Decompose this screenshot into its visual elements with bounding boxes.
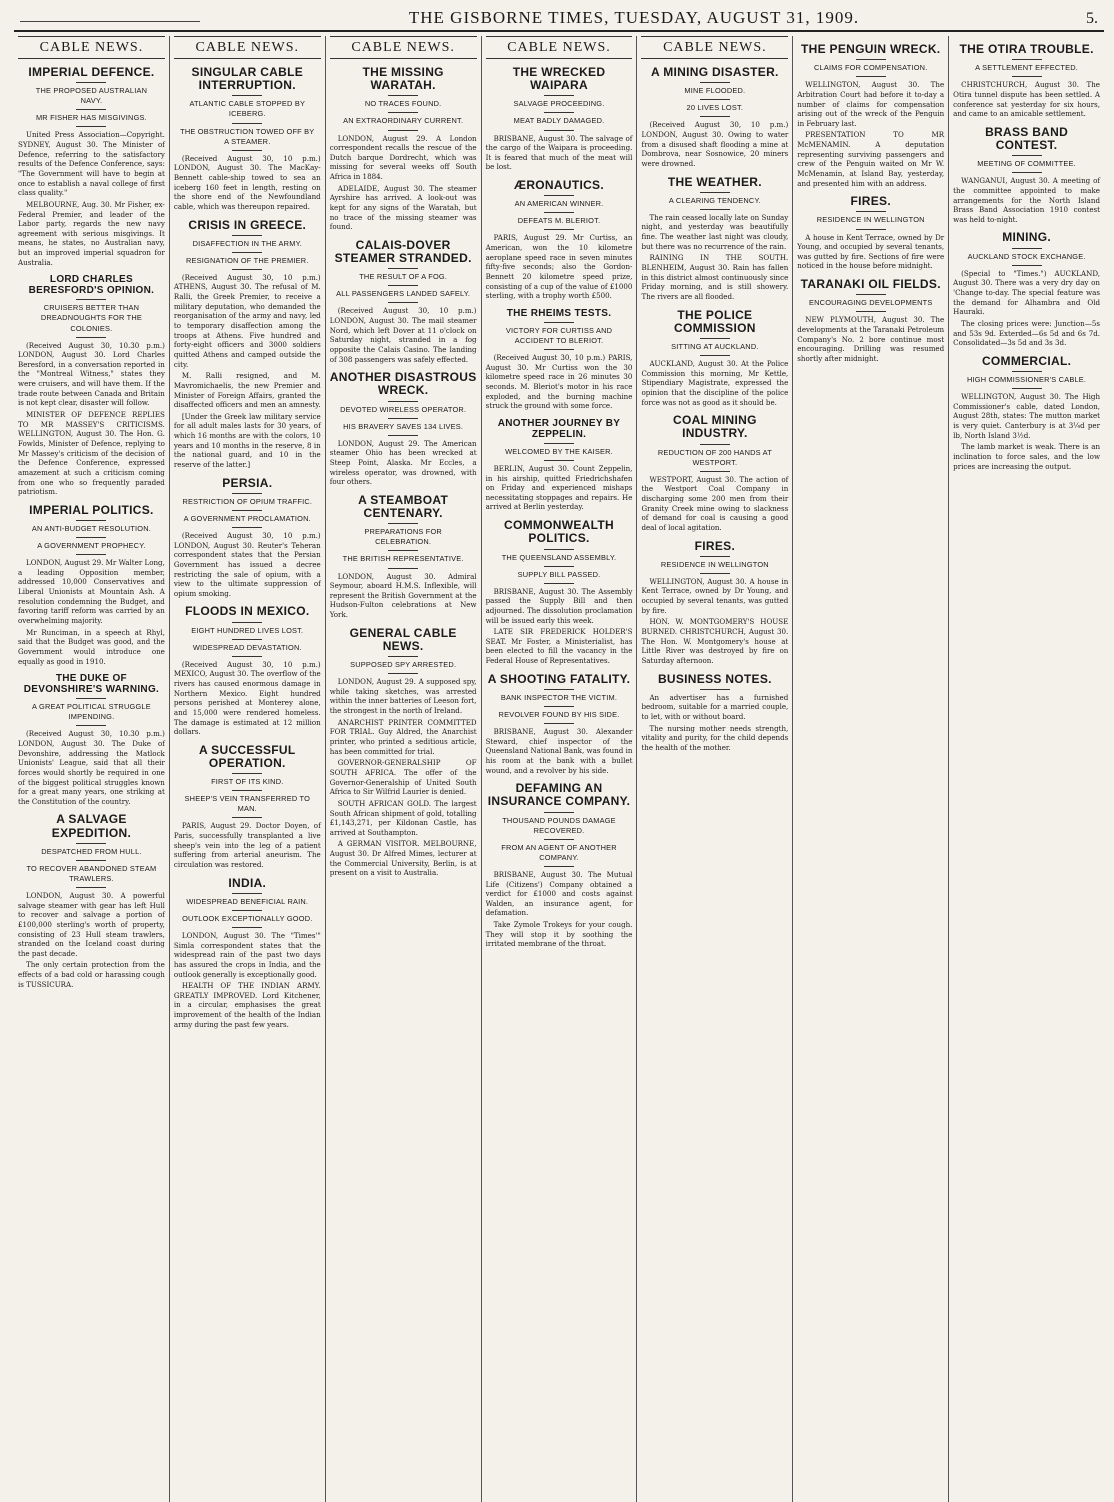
divider: [544, 112, 574, 113]
divider: [232, 927, 262, 928]
divider: [1012, 388, 1042, 389]
divider: [76, 126, 106, 127]
divider: [700, 82, 730, 83]
divider: [544, 195, 574, 196]
divider: [232, 252, 262, 253]
article: [18, 274, 165, 496]
divider: [856, 229, 886, 230]
divider: [1012, 76, 1042, 77]
article-subheading: WIDESPREAD DEVASTATION.: [192, 642, 302, 652]
divider: [544, 229, 574, 230]
column-5: [637, 36, 793, 1502]
divider: [544, 95, 574, 96]
divider: [76, 299, 106, 300]
article-paragraph: RAINING IN THE SOUTH. BLENHEIM, August 30. Rain has fallen in this district almost continuously since Friday morning, and is still showery. The rivers are all flooded.: [641, 253, 789, 301]
divider: [544, 349, 574, 350]
article-subheading: DEVOTED WIRELESS OPERATOR.: [340, 404, 467, 414]
divider: [544, 723, 574, 724]
article-headline: FLOODS IN MEXICO.: [185, 604, 310, 619]
article-subheading: MEETING OF COMMITTEE.: [977, 159, 1076, 169]
article-headline: THE OTIRA TROUBLE.: [959, 42, 1094, 56]
article-headline: IMPERIAL POLITICS.: [29, 502, 154, 517]
divider: [700, 192, 730, 193]
article-paragraph: BRISBANE, August 30. The Assembly passed the Supply Bill and then adjourned. The dissolution proclamation will be issued early this week.: [485, 586, 633, 625]
article-subheading: MINE FLOODED.: [684, 86, 746, 96]
divider: [700, 573, 730, 574]
divider: [388, 418, 418, 419]
divider: [232, 910, 262, 911]
article-headline: THE WRECKED WAIPARA: [512, 65, 606, 93]
divider: [232, 527, 262, 528]
divider: [232, 893, 262, 894]
article-paragraph: (Received August 30, 10 p.m.) PARIS, August 30. Mr Curtiss won the 30 kilometre speed race in 26 minutes 30 seconds. M. Bleriot's motor in his race exploded, and the burning machine struck the ground with some force.: [485, 353, 633, 411]
article-subheading: THE BRITISH REPRESENTATIVE.: [342, 554, 464, 564]
column-4: [482, 36, 638, 1502]
article-paragraph: LONDON, August 29. The American steamer Ohio has been wrecked at Steep Point, Alaska. Mr Eccles, a wireless operator, was drowned, with four others.: [329, 438, 477, 487]
article-subheading: NO TRACES FOUND.: [364, 99, 442, 109]
article-paragraph: AUCKLAND, August 30. At the Police Commission this morning, Mr Kettle, Stipendiary Magistrate, expressed the opinion that the discipline of the police force was not as good as it should be.: [641, 359, 789, 407]
divider: [76, 520, 106, 521]
column-7: [949, 36, 1104, 1502]
divider: [388, 401, 418, 402]
divider: [232, 235, 262, 236]
article-headline: A MINING DISASTER.: [651, 65, 779, 80]
article-headline: A SHOOTING FATALITY.: [487, 671, 631, 686]
article: [330, 494, 477, 620]
divider: [700, 444, 730, 445]
article-paragraph: Take Zymole Trokeys for your cough. They will stop it by soothing the irritated membrane of the throat.: [485, 920, 633, 949]
article-paragraph: (Received August 30, 10.30 p.m.) LONDON, August 30. The Duke of Devonshire, addressing the Matlock Unionists' League, said that all their forces would shortly be required in one of the biggest political struggles known for a great many years, one striking at the Constitution of the country.: [18, 729, 165, 806]
article-paragraph: NEW PLYMOUTH, August 30. The developments at the Taranaki Petroleum Company's No. 2 bore continue most encouraging. Drilling was resumed shortly after midnight.: [797, 315, 945, 363]
article: [953, 43, 1100, 119]
divider: [388, 112, 418, 113]
article-paragraph: LONDON, August 30. The "Times'" Simla correspondent states that the widespread rain of the past two days has assured the crops in India, and the outlook generally is exceptionally good.: [173, 930, 321, 979]
article-paragraph: HON. W. MONTGOMERY'S HOUSE BURNED. CHRISTCHURCH, August 30. The Hon. W. Montgomery's house at Little River was destroyed by fire on Saturday afternoon.: [641, 617, 789, 665]
divider: [232, 790, 262, 791]
divider: [544, 322, 574, 323]
article-paragraph: (Received August 30, 10 p.m.) LONDON, August 30. Owing to water from a disused shaft flooding a mine at Dombrova, near Sosnowice, 20 miners were drowned.: [641, 120, 789, 168]
article-subheading: PREPARATIONS FOR CELEBRATION.: [364, 527, 442, 547]
article-subheading: SITTING AT AUCKLAND.: [671, 341, 759, 351]
article-subheading: RESIGNATION OF THE PREMIER.: [186, 255, 309, 265]
article: [953, 355, 1100, 471]
column-header: CABLE NEWS.: [330, 36, 477, 59]
article-paragraph: SOUTH AFRICAN GOLD. The largest South African shipment of gold, totalling £1,143,271, per Kildonan Castle, has arrived at Southampton.: [329, 798, 477, 837]
article-subheading: A GOVERNMENT PROPHECY.: [37, 541, 146, 551]
divider: [232, 493, 262, 494]
article-paragraph: [Under the Greek law military service for all adult males lasts for 30 years, of which 16 months are with the colors, 10 years and 10 months in the reserve, 8 in the national guard, and 10 in the reserve of the latter.]: [173, 411, 321, 469]
column-header: CABLE NEWS.: [486, 36, 633, 59]
divider: [700, 338, 730, 339]
article-subheading: 20 LIVES LOST.: [686, 103, 744, 113]
divider: [544, 583, 574, 584]
article-subheading: THE OBSTRUCTION TOWED OFF BY A STEAMER.: [180, 126, 315, 146]
article: [797, 43, 944, 188]
article: [953, 231, 1100, 347]
article-headline: SINGULAR CABLE INTERRUPTION.: [191, 65, 304, 93]
columns: [14, 36, 1104, 1502]
article-paragraph: ADELAIDE, August 30. The steamer Ayrshire has arrived. A look-out was kept for any signs of the Waratah, but no trace of the missing steamer was found.: [329, 183, 477, 232]
article-subheading: SHEEP'S VEIN TRANSFERRED TO MAN.: [184, 794, 311, 814]
article-headline: BUSINESS NOTES.: [657, 671, 772, 686]
article: [641, 66, 788, 169]
article: [174, 219, 321, 470]
article-headline: ÆRONAUTICS.: [514, 178, 604, 193]
article-headline: PERSIA.: [222, 475, 273, 490]
column-header: CABLE NEWS.: [18, 36, 165, 59]
article-subheading: RESTRICTION OF OPIUM TRAFFIC.: [182, 496, 313, 506]
article: [330, 66, 477, 232]
article-subheading: FIRST OF ITS KIND.: [211, 777, 284, 787]
article-paragraph: LONDON, August 30. Admiral Seymour, aboard H.M.S. Inflexible, will represent the British Government at the Hudson-Fulton celebrations at New York.: [329, 571, 477, 620]
divider: [232, 817, 262, 818]
masthead-title: THE GISBORNE TIMES, TUESDAY, AUGUST 31, 1909.: [408, 8, 860, 27]
divider: [856, 211, 886, 212]
divider: [700, 209, 730, 210]
article-paragraph: LONDON, August 29. A London correspondent recalls the rescue of the Dutch barque Dordrecht, which was missing for several weeks off South Africa in 1884.: [329, 133, 477, 182]
divider: [856, 59, 886, 60]
divider: [388, 285, 418, 286]
article-subheading: THOUSAND POUNDS DAMAGE RECOVERED.: [502, 815, 616, 835]
divider: [76, 887, 106, 888]
divider: [388, 656, 418, 657]
article-paragraph: The only certain protection from the effects of a bad cold or harassing cough is TUSSICURA.: [18, 960, 165, 989]
article: [486, 308, 633, 411]
divider: [232, 622, 262, 623]
divider: [856, 76, 886, 77]
article-subheading: RESIDENCE IN WELLINGTON: [660, 559, 769, 569]
article-headline: COAL MINING INDUSTRY.: [672, 413, 757, 441]
divider: [76, 82, 106, 83]
article-headline: INDIA.: [228, 875, 267, 890]
divider: [544, 212, 574, 213]
article: [18, 673, 165, 806]
article: [641, 414, 788, 532]
article-subheading: ENCOURAGING DEVELOPMENTS: [808, 298, 933, 308]
article-paragraph: LATE SIR FREDERICK HOLDER'S SEAT. Mr Foster, a Ministerialist, has been elected to fill the vacancy in the Federal House of Representatives.: [485, 627, 633, 666]
article-paragraph: Mr Runciman, in a speech at Rhyl, said that the Budget was good, and the Government would introduce one equally as good in 1910.: [18, 627, 165, 666]
divider: [76, 337, 106, 338]
article-headline: THE POLICE COMMISSION: [674, 307, 756, 335]
article-paragraph: MELBOURNE, Aug. 30. Mr Fisher, ex-Federal Premier, and leader of the Labor party, regards the new navy agreement with serious misgivings. It means, he states, no Australian navy, but an improved imperial squadron for Australia.: [18, 199, 165, 267]
divider: [1012, 371, 1042, 372]
article-headline: BRASS BAND CONTEST.: [985, 124, 1069, 152]
divider: [544, 866, 574, 867]
article-headline: THE MISSING WARATAH.: [362, 65, 444, 93]
article-paragraph: LONDON, August 30. A powerful salvage steamer with gear has left Hull to recover and salvage a portion of £100,000 sterling's worth of property, consisting of 23 Hull steam trawlers, stranded on the Iceland coast during the past decade.: [18, 890, 165, 958]
divider: [232, 773, 262, 774]
article-subheading: SUPPLY BILL PASSED.: [517, 569, 601, 579]
divider: [388, 550, 418, 551]
divider: [700, 471, 730, 472]
article-subheading: DISAFFECTION IN THE ARMY.: [192, 238, 303, 248]
divider: [76, 698, 106, 699]
divider: [76, 860, 106, 861]
article-subheading: CRUISERS BETTER THAN DREADNOUGHTS FOR THE COLONIES.: [40, 303, 143, 333]
article-subheading: AN EXTRAORDINARY CURRENT.: [343, 116, 464, 126]
column-3: [326, 36, 482, 1502]
article-subheading: HIS BRAVERY SAVES 134 LIVES.: [343, 421, 464, 431]
divider: [388, 268, 418, 269]
divider: [544, 549, 574, 550]
divider: [700, 355, 730, 356]
divider: [232, 639, 262, 640]
divider: [1012, 265, 1042, 266]
article: [797, 278, 944, 363]
article-subheading: WIDESPREAD BENEFICIAL RAIN.: [186, 896, 309, 906]
article: [486, 66, 633, 172]
article-subheading: THE PROPOSED AUSTRALIAN NAVY.: [35, 86, 148, 106]
article-paragraph: (Received August 30, 10 p.m.) LONDON, August 30. The mail steamer Nord, which left Dover at 11 o'clock on Saturday night, stranded in a fog opposite the Calais Casino. The landing of 308 passengers was safely effected.: [329, 306, 477, 364]
article-headline: DEFAMING AN INSURANCE COMPANY.: [487, 781, 631, 809]
column-header: CABLE NEWS.: [641, 36, 788, 59]
article: [486, 519, 633, 666]
article-paragraph: GOVERNOR-GENERALSHIP OF SOUTH AFRICA. The offer of the Governor-Generalship of United South Africa to Sir Wilfrid Laurier is denied.: [329, 758, 477, 797]
article-paragraph: MINISTER OF DEFENCE REPLIES TO MR MASSEY'S CRITICISMS. WELLINGTON, August 30. The Hon. G. Fowlds, Minister of Defence, replying to Mr Massey's criticism of the decision of the Defence Conference, expressed amazement at such a criticism coming from one who so frequently paraded patriotism.: [18, 410, 165, 497]
article: [174, 605, 321, 736]
article-paragraph: United Press Association—Copyright. SYDNEY, August 30. The Minister of Defence, referring to the satisfactory results of the Defence Conference, says: "The Government will have to begin at once to establish a naval college of first class quality.": [18, 130, 165, 198]
article: [486, 418, 633, 512]
article-headline: THE PENGUIN WRECK.: [801, 42, 941, 56]
article-subheading: ALL PASSENGERS LANDED SAFELY.: [336, 289, 471, 299]
article-paragraph: WESTPORT, August 30. The action of the Westport Coal Company in discharging some 200 men from their Granity Creek mine owing to slackness of demand for coal is causing a good deal of local agitation.: [641, 474, 789, 532]
article-headline: ANOTHER DISASTROUS WRECK.: [329, 370, 477, 398]
column-1: [14, 36, 170, 1502]
article-subheading: FROM AN AGENT OF ANOTHER COMPANY.: [501, 842, 617, 862]
article-headline: MINING.: [1002, 230, 1051, 245]
divider: [232, 510, 262, 511]
article-headline: A SUCCESSFUL OPERATION.: [199, 742, 296, 771]
divider: [76, 109, 106, 110]
article-subheading: REDUCTION OF 200 HANDS AT WESTPORT.: [657, 447, 772, 467]
article-subheading: DESPATCHED FROM HULL.: [41, 846, 142, 856]
article-subheading: BANK INSPECTOR THE VICTIM.: [500, 692, 618, 702]
divider: [388, 673, 418, 674]
article-paragraph: M. Ralli resigned, and M. Mavromichaelis, the new Premier and Minister of Foreign Affairs, granted the disaffected officers and men an amnesty.: [173, 371, 321, 410]
divider: [232, 95, 262, 96]
divider: [1012, 155, 1042, 156]
article-paragraph: HEALTH OF THE INDIAN ARMY. GREATLY IMPROVED. Lord Kitchener, in a circular, emphasises the great improvement of the health of the Indian army during the past few years.: [173, 981, 321, 1029]
article: [174, 744, 321, 870]
article-paragraph: WELLINGTON, August 30. The High Commissioner's cable, dated London, August 28th, states: The mutton market is very quiet. Canterbury is at 3¼d per lb, North Island 3½d.: [953, 392, 1101, 440]
article-subheading: CLAIMS FOR COMPENSATION.: [813, 63, 928, 73]
divider: [388, 95, 418, 96]
divider: [700, 116, 730, 117]
article-headline: THE WEATHER.: [667, 174, 762, 189]
divider: [700, 99, 730, 100]
divider: [388, 523, 418, 524]
divider: [700, 689, 730, 690]
article-paragraph: CHRISTCHURCH, August 30. The Otira tunnel dispute has been settled. A conference sat yesterday for six hours, and came to an amicable settlement.: [953, 80, 1101, 119]
article-paragraph: An advertiser has a furnished bedroom, suitable for a married couple, to let, with or without board.: [641, 692, 789, 722]
divider: [232, 150, 262, 151]
article-subheading: A SETTLEMENT EFFECTED.: [975, 63, 1078, 73]
article-subheading: ATLANTIC CABLE STOPPED BY ICEBERG.: [189, 99, 306, 119]
article: [486, 782, 633, 949]
article-paragraph: The nursing mother needs strength, vitality and purity, for the child depends the health of the mother.: [641, 723, 789, 752]
divider: [544, 706, 574, 707]
divider: [232, 123, 262, 124]
column-6: [793, 36, 949, 1502]
article-paragraph: (Received August 30, 10 p.m.) LONDON, August 30. Reuter's Teheran correspondent states that the Persian Government has issued a decree restricting the sale of opium, with a view to the ultimate suppression of opium smoking.: [173, 530, 321, 598]
article-paragraph: (Special to "Times.") AUCKLAND, August 30. There was a very dry day on 'Change to-day. The special feature was the demand for Alhambra and Old Hauraki.: [953, 268, 1101, 317]
article-paragraph: WELLINGTON, August 30. The Arbitration Court had before it to-day a number of claims for compensation arising out of the wreck of the Penguin in February last.: [797, 80, 945, 128]
article-subheading: OUTLOOK EXCEPTIONALLY GOOD.: [182, 913, 313, 923]
article-paragraph: (Received August 30, 10 p.m.) ATHENS, August 30. The refusal of M. Ralli, the Greek Premier, to receive a military deputation, who demanded the reorganisation of the army and navy, led to temporary disaffection among the troops at Athens. Five hundred and forty-eight officers and 3000 soldiers quitted Athens and camped outside the city.: [173, 272, 321, 369]
article-subheading: THE RESULT OF A FOG.: [359, 272, 448, 282]
article-subheading: SALVAGE PROCEEDING.: [513, 99, 605, 109]
divider: [544, 689, 574, 690]
article: [641, 540, 788, 666]
divider: [232, 269, 262, 270]
divider: [544, 460, 574, 461]
article-subheading: DEFEATS M. BLERIOT.: [517, 216, 601, 226]
divider: [544, 566, 574, 567]
article: [486, 673, 633, 776]
article-headline: THE RHEIMS TESTS.: [506, 307, 612, 319]
article-headline: LORD CHARLES BERESFORD'S OPINION.: [28, 274, 155, 297]
article-subheading: AN ANTI-BUDGET RESOLUTION.: [31, 524, 152, 533]
article: [953, 126, 1100, 225]
divider: [232, 656, 262, 657]
column-2: [170, 36, 326, 1502]
article-paragraph: A house in Kent Terrace, owned by Dr Young, and occupied by several tenants, was gutted by fire. Sections of fire were noticed in the house before midnight.: [797, 232, 945, 271]
divider: [856, 294, 886, 295]
article-subheading: HIGH COMMISSIONER'S CABLE.: [967, 375, 1087, 385]
article-paragraph: (Received August 30, 10.30 p.m.) LONDON, August 30. Lord Charles Beresford, in a conversation reported in the "Montreal Witness," states they were cruisers, and will have them. If the trade route between Canada and Britain is not kept clear, disaster will follow.: [18, 340, 165, 408]
article-paragraph: (Received August 30, 10 p.m.) MEXICO, August 30. The overflow of the rivers has caused enormous damage in Northern Mexico. Eight hundred persons perished at Monterey alone, and 15,000 were rendered homeless. The damage is estimated at 12 million dollars.: [173, 659, 321, 737]
article-headline: GENERAL CABLE NEWS.: [349, 625, 457, 653]
article-subheading: SUPPOSED SPY ARRESTED.: [350, 660, 457, 670]
article-paragraph: ANARCHIST PRINTER COMMITTED FOR TRIAL. Guy Aldred, the Anarchist printer, who printed a seditious article, has been committed for trial.: [329, 717, 477, 756]
article-paragraph: BRISBANE, August 30. The Mutual Life (Citizens') Company obtained a verdict for £1000 and costs against Walden, an insurance agent, for defamation.: [485, 869, 633, 918]
article-paragraph: BERLIN, August 30. Count Zeppelin, in his airship, quitted Friedrichshafen on Friday and experienced mishaps necessitating stoppages and repairs. He arrived at Berlin yesterday.: [485, 463, 633, 512]
article: [174, 66, 321, 211]
article: [486, 179, 633, 301]
masthead: [14, 6, 1104, 32]
divider: [1012, 172, 1042, 173]
article: [330, 371, 477, 487]
article: [174, 877, 321, 1030]
article-subheading: A GREAT POLITICAL STRUGGLE IMPENDING.: [32, 702, 151, 722]
article-subheading: MR FISHER HAS MISGIVINGS.: [35, 113, 147, 123]
article: [18, 813, 165, 989]
divider: [544, 443, 574, 444]
article-paragraph: PARIS, August 29. Doctor Doyen, of Paris, successfully transplanted a live sheep's vein into the leg of a patient suffering from arterial aneurism. The circulation was restored.: [173, 821, 321, 869]
article-subheading: EIGHT HUNDRED LIVES LOST.: [191, 625, 304, 635]
article-paragraph: BRISBANE, August 30. Alexander Steward, chief inspector of the Queensland National Bank, was found in his room at the bank with a bullet wound, and a revolver by his side.: [485, 727, 633, 775]
divider: [76, 537, 106, 538]
article: [18, 504, 165, 666]
divider: [76, 843, 106, 844]
article: [641, 673, 788, 753]
divider: [76, 554, 106, 555]
divider: [388, 568, 418, 569]
article-headline: IMPERIAL DEFENCE.: [28, 65, 155, 80]
article-subheading: WELCOMED BY THE KAISER.: [505, 446, 613, 456]
article-headline: COMMONWEALTH POLITICS.: [503, 518, 615, 546]
divider: [1012, 248, 1042, 249]
divider: [1012, 59, 1042, 60]
article-headline: ANOTHER JOURNEY BY ZEPPELIN.: [497, 417, 621, 440]
article-paragraph: PRESENTATION TO MR McMENAMIN. A deputation representing surviving passengers and crew of the Penguin waited on Mr W. McMenamin, at Island Bay, yesterday, and presented him with an address.: [797, 130, 945, 188]
article-subheading: MEAT BADLY DAMAGED.: [513, 116, 605, 126]
article: [18, 66, 165, 267]
article-headline: A SALVAGE EXPEDITION.: [51, 812, 132, 840]
page-number: 5.: [1086, 10, 1098, 27]
divider: [76, 725, 106, 726]
article-headline: THE DUKE OF DEVONSHIRE'S WARNING.: [23, 673, 160, 696]
article-headline: A STEAMBOAT CENTENARY.: [358, 492, 449, 521]
article-paragraph: The closing prices were: Junction—5s and 53s 9d. Exterded—6s 5d and 6s 7d. Consolidated—3s 5d and 3s 3d.: [953, 318, 1101, 348]
article-subheading: TO RECOVER ABANDONED STEAM TRAWLERS.: [26, 863, 157, 883]
article-subheading: VICTORY FOR CURTISS AND ACCIDENT TO BLERIOT.: [505, 325, 613, 345]
article-paragraph: BRISBANE, August 30. The salvage of the cargo of the Waipara is proceeding. It is feared that much of the meat will be lost.: [485, 133, 633, 172]
article-paragraph: The rain ceased locally late on Sunday night, and yesterday was beautifully fine. The weather last night was cloudy, but there was no recurrence of the rain.: [641, 212, 789, 251]
article-subheading: A GOVERNMENT PROCLAMATION.: [183, 513, 311, 523]
article-paragraph: The lamb market is weak. There is an inclination to force sales, and the low prices are increasing the output.: [953, 442, 1101, 471]
article-paragraph: LONDON, August 29. A supposed spy, while taking sketches, was arrested within the inner batteries of Leeson fort, the strongest in the north of Ireland.: [329, 677, 477, 716]
article-subheading: RESIDENCE IN WELLINGTON: [816, 215, 925, 225]
article-subheading: AUCKLAND STOCK EXCHANGE.: [967, 251, 1086, 261]
article-paragraph: LONDON, August 29. Mr Walter Long, a leading Opposition member, addressed 10,000 Conservatives and Liberal Unionists at Mountain Ash. A resolution condemning the Budget, and favoring tariff reform was carried by an overwhelming majority.: [18, 558, 165, 625]
article-headline: FIRES.: [694, 538, 736, 553]
article: [330, 239, 477, 364]
article-paragraph: PARIS, August 29. Mr Curtiss, an American, won the 10 kilometre aeroplane speed race in seven minutes fifty-five seconds; also the Gordon-Bennett 20 kilometre speed prize, consisting of a cup of the value of £1000 sterling, with a trophy worth £500.: [485, 233, 633, 301]
article-headline: CRISIS IN GREECE.: [188, 217, 307, 232]
article: [641, 176, 788, 302]
divider: [388, 302, 418, 303]
divider: [388, 130, 418, 131]
article-headline: TARANAKI OIL FIELDS.: [800, 277, 941, 292]
article-subheading: AN AMERICAN WINNER.: [514, 199, 604, 209]
article-headline: COMMERCIAL.: [981, 353, 1072, 368]
article-paragraph: WANGANUI, August 30. A meeting of the committee appointed to make arrangements for the North Island Brass Band Association 1910 contest was held to-night.: [953, 176, 1101, 224]
divider: [544, 839, 574, 840]
divider: [544, 130, 574, 131]
article-subheading: REVOLVER FOUND BY HIS SIDE.: [498, 710, 620, 719]
masthead-rule-left: [20, 21, 200, 22]
article: [330, 627, 477, 878]
divider: [544, 812, 574, 813]
column-header: CABLE NEWS.: [174, 36, 321, 59]
article-subheading: THE QUEENSLAND ASSEMBLY.: [501, 552, 617, 562]
divider: [388, 435, 418, 436]
article: [797, 195, 944, 271]
article: [174, 477, 321, 599]
article-paragraph: WELLINGTON, August 30. A house in Kent Terrace, owned by Dr Young, and occupied by several tenants, was gutted by fire.: [641, 576, 789, 615]
article-headline: FIRES.: [850, 194, 891, 209]
article-paragraph: A GERMAN VISITOR. MELBOURNE, August 30. Dr Alfred Mimes, lecturer at the Commercial University, Berlin, is at present on a visit to Australia.: [329, 839, 477, 878]
article-subheading: A CLEARING TENDENCY.: [668, 195, 761, 205]
article-headline: CALAIS-DOVER STEAMER STRANDED.: [334, 237, 472, 266]
article: [641, 309, 788, 408]
article-paragraph: (Received August 30, 10 p.m.) LONDON, August 30. The MacKay-Bennett cable-ship towed to sea an iceberg 160 feet in length, resting on the shore end of the Newfoundland cable, which was thereupon repaired.: [173, 153, 321, 211]
divider: [700, 556, 730, 557]
divider: [856, 311, 886, 312]
